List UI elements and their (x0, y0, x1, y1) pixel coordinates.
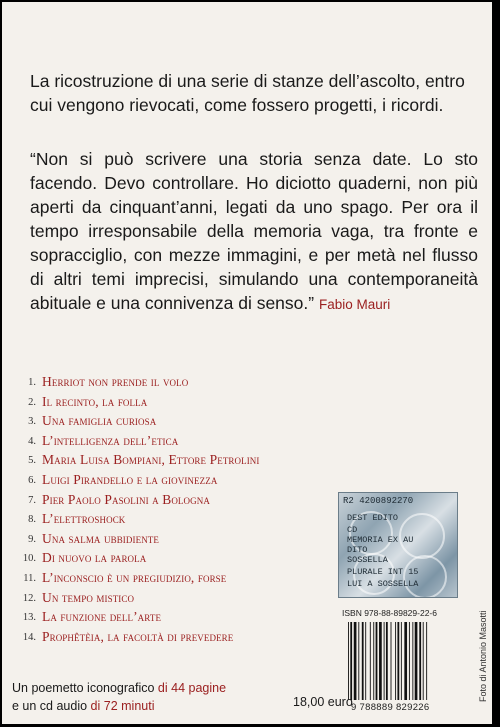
barcode-bar (419, 622, 421, 700)
toc-number: 5. (28, 455, 36, 467)
audio-duration: di 72 minuti (90, 699, 155, 713)
toc-title: L’elettroshock (42, 511, 126, 527)
toc-number: 10. (22, 553, 36, 565)
barcode (346, 622, 458, 702)
quote-block (30, 147, 478, 317)
toc-number: 13. (22, 612, 36, 624)
barcode-bar (401, 622, 402, 700)
barcode-bar (379, 622, 382, 700)
toc-item (2, 531, 332, 551)
hologram-line: CD (347, 525, 358, 535)
toc-number: 4. (28, 435, 36, 447)
hologram-line: DITO (347, 545, 368, 555)
barcode-bar (370, 622, 371, 700)
intro-text: La ricostruzione di una serie di stanze dell’ascolto, entro cui vengono rievocati, come fossero progetti, i ricordi. (30, 71, 465, 115)
toc-item (2, 452, 332, 472)
table-of-contents (2, 374, 332, 648)
barcode-bar (384, 622, 385, 700)
barcode-bar (423, 622, 424, 700)
barcode-bar (358, 622, 359, 700)
barcode-bar (415, 622, 418, 700)
hologram-line: SOSSELLA (347, 555, 388, 565)
isbn-label: ISBN 978-88-89829-22-6 (342, 608, 437, 618)
toc-number: 2. (28, 396, 36, 408)
hologram-line: LUI A SOSSELLA (347, 579, 419, 589)
toc-title: L’intelligenza dell’etica (42, 432, 179, 448)
toc-title: Herriot non prende il volo (42, 374, 189, 389)
barcode-bar (350, 622, 352, 700)
hologram-line: DEST EDITO (347, 513, 399, 523)
toc-title: Pier Paolo Pasolini a Bologna (42, 491, 210, 507)
format-note-part: e un cd audio (12, 699, 91, 713)
toc-item (2, 413, 332, 433)
barcode-bar (386, 622, 388, 700)
toc-number: 1. (28, 377, 36, 388)
toc-title: Una famiglia curiosa (42, 413, 157, 429)
toc-title: Il recinto, la folla (42, 393, 148, 409)
toc-title: Luigi Pirandello e la giovinezza (42, 471, 218, 487)
toc-number: 8. (28, 514, 36, 526)
toc-item (2, 433, 332, 453)
toc-title: Di nuovo la parola (42, 550, 147, 566)
toc-item (2, 590, 332, 610)
hologram-sticker (338, 492, 458, 598)
toc-title: L’inconscio è un pregiudizio, forse (42, 569, 227, 585)
barcode-bar (404, 622, 407, 700)
toc-number: 6. (28, 474, 36, 486)
toc-item (2, 550, 332, 570)
toc-number: 11. (23, 572, 36, 584)
barcode-bar (395, 622, 396, 700)
toc-number: 12. (22, 592, 36, 604)
toc-item (2, 374, 332, 394)
barcode-bar (362, 622, 364, 700)
toc-item (2, 609, 332, 629)
price: 18,00 euro (293, 695, 353, 709)
barcode-bar (365, 622, 366, 700)
back-cover (2, 2, 492, 724)
barcode-bar (412, 622, 413, 700)
hologram-line: PLURALE INT 15 (347, 567, 419, 577)
toc-item (2, 629, 332, 649)
toc-number: 3. (28, 416, 36, 428)
quote-text: “Non si può scrivere una storia senza date. Lo sto facendo. Devo controllare. Ho diciotto quaderni, non più aperti da cinquant’anni, legati da uno spago. Per ora il tempo irresponsabile della memoria vaga, tra fronte e sopracciglio, con mezze immagini, e per metà nel flusso di altri temi imprecisi, simulando una contemporaneità abituale e una connivenza di senso.” (30, 149, 478, 313)
toc-number: 7. (28, 494, 36, 506)
toc-item (2, 570, 332, 590)
barcode-bar (373, 622, 374, 700)
barcode-bar (426, 622, 427, 700)
format-note (12, 679, 226, 715)
barcode-bar (397, 622, 399, 700)
barcode-bar (376, 622, 378, 700)
photo-credit: Foto di Antonio Masotti (478, 610, 488, 702)
quote-author: Fabio Mauri (318, 297, 391, 312)
barcode-bar (391, 622, 392, 700)
barcode-bar (354, 622, 357, 700)
toc-title: Maria Luisa Bompiani, Ettore Petrolini (42, 452, 260, 468)
toc-item (2, 394, 332, 414)
page-count: di 44 pagine (157, 681, 227, 695)
barcode-number: 9 788889 829226 (351, 702, 430, 713)
toc-title: Un tempo mistico (42, 589, 135, 605)
toc-item (2, 492, 332, 512)
toc-item (2, 511, 332, 531)
format-note-part: Un poemetto iconografico (12, 681, 158, 695)
barcode-bar (409, 622, 410, 700)
barcode-bar (348, 622, 349, 700)
toc-number: 14. (22, 631, 36, 643)
hologram-line: MEMORIA EX AU (347, 535, 414, 545)
toc-title: Una salma ubbidiente (42, 530, 159, 546)
hologram-code: R2 4200892270 (343, 496, 414, 506)
toc-title: La funzione dell’arte (42, 609, 162, 625)
toc-title: Prophêtèia, la facoltà di prevedere (42, 628, 234, 644)
toc-item (2, 472, 332, 492)
toc-number: 9. (28, 533, 36, 545)
